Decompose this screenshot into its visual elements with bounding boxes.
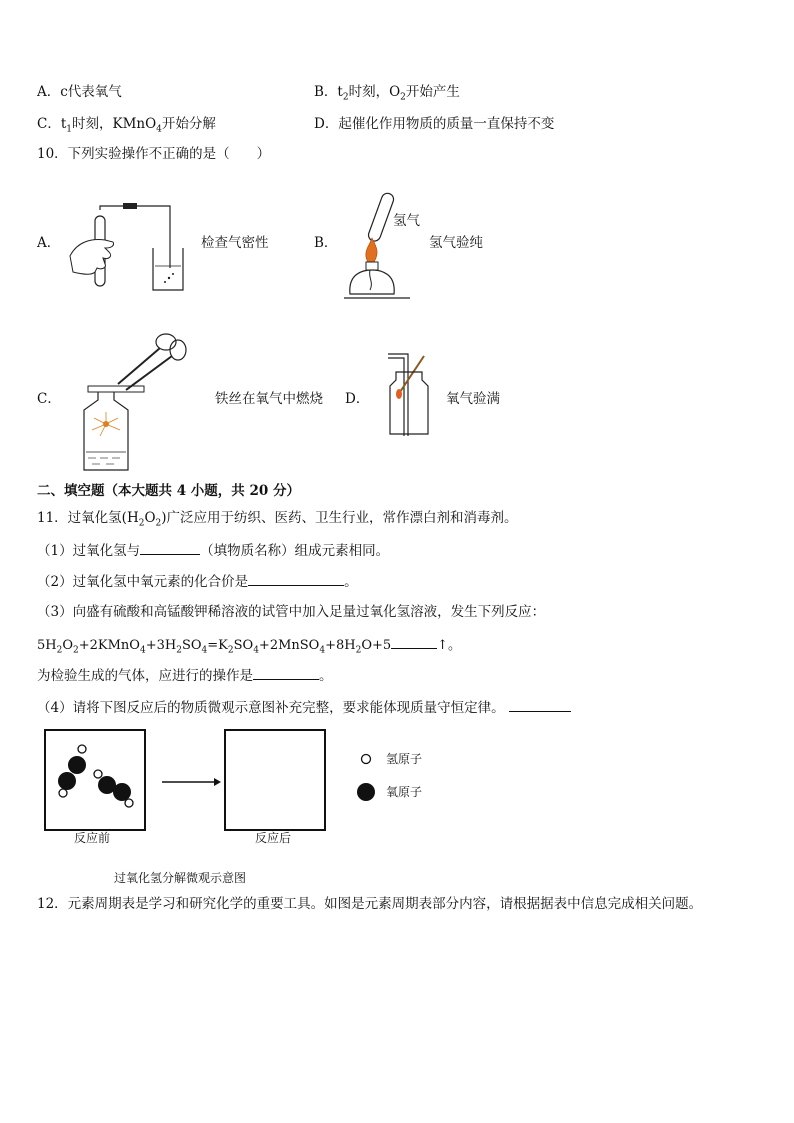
diagram-caption: 过氧化氢分解微观示意图 (114, 871, 247, 885)
q10-option-a-text: 检查气密性 (201, 235, 269, 251)
answer-blank-5[interactable] (509, 697, 571, 712)
legend-hydrogen-label: 氢原子 (386, 752, 423, 766)
question-11-part-1: （1）过氧化氢与 （填物质名称）组成元素相同。 (37, 540, 389, 560)
answer-blank-4[interactable] (253, 665, 319, 680)
question-11-part-3b: 为检验生成的气体，应进行的操作是 。 (37, 665, 333, 685)
option-b: B．$t_2$时刻，$O_2$开始产生 (314, 84, 460, 103)
question-11-part-4: （4）请将下图反应后的物质微观示意图补充完整，要求能体现质量守恒定律。 (37, 697, 571, 717)
answer-blank-1[interactable] (140, 540, 200, 555)
option-a: A．c代表氧气 (37, 84, 122, 100)
option-d: D．起催化作用物质的质量一直保持不变 (314, 116, 555, 132)
answer-blank-3[interactable] (391, 634, 437, 649)
oxygen-atom (68, 756, 86, 774)
iron-wire-combustion-illustration (78, 326, 193, 476)
q10-option-b-text: 氢气验纯 (429, 235, 483, 251)
hydrogen-atom (125, 799, 133, 807)
after-box[interactable] (225, 730, 325, 830)
answer-blank-2[interactable] (248, 571, 344, 586)
question-11-stem: 11．过氧化氢$(H_2O_2)$广泛应用于纺织、医药、卫生行业，常作漂白剂和消毒剂。 (37, 510, 518, 529)
q10-option-d-text: 氧气验满 (446, 391, 500, 407)
oxygen-atom (58, 772, 76, 790)
hydrogen-purity-illustration (340, 190, 415, 306)
question-12-stem: 12．元素周期表是学习和研究化学的重要工具。如图是元素周期表部分内容，请根据据表中信息完成相关问题。 (37, 896, 703, 912)
q10-option-a-label: A． (37, 235, 61, 251)
q10-option-c-text: 铁丝在氧气中燃烧 (215, 391, 323, 407)
q10-option-c-label: C． (37, 391, 61, 407)
legend-oxygen-label: 氧原子 (386, 785, 423, 799)
hydrogen-atom (59, 789, 67, 797)
oxygen-full-check-illustration (382, 350, 442, 440)
option-c: C．$t_1$时刻，KMnO$_4$开始分解 (37, 116, 216, 135)
oxygen-atom (113, 783, 131, 801)
airtightness-check-illustration (65, 198, 195, 294)
legend-hydrogen-icon (362, 755, 371, 764)
hydrogen-atom (78, 745, 86, 753)
arrow-head (214, 778, 221, 786)
after-label: 反应后 (255, 831, 292, 845)
hydrogen-tube-label: 氢气 (393, 213, 420, 229)
decomposition-micro-diagram (44, 729, 444, 833)
before-label: 反应前 (74, 831, 111, 845)
question-11-part-3: （3）向盛有硫酸和高锰酸钾稀溶液的试管中加入足量过氧化氢溶液，发生下列反应： (37, 604, 546, 620)
section-2-title: 二、填空题（本大题共 4 小题，共 20 分） (37, 483, 300, 499)
legend-oxygen-icon (357, 783, 375, 801)
q10-option-b-label: B． (314, 235, 338, 251)
q10-option-d-label: D． (345, 391, 370, 407)
question-11-part-2: （2）过氧化氢中氧元素的化合价是 。 (37, 571, 358, 591)
reaction-equation: $5H_2O_2+2KMnO_4+3H_2SO_4=K_2SO_4+2MnSO_4+8H_2O+5$ ↑。 (37, 634, 461, 660)
hydrogen-atom (94, 770, 102, 778)
question-10-stem: 10．下列实验操作不正确的是（ ） (37, 146, 271, 162)
